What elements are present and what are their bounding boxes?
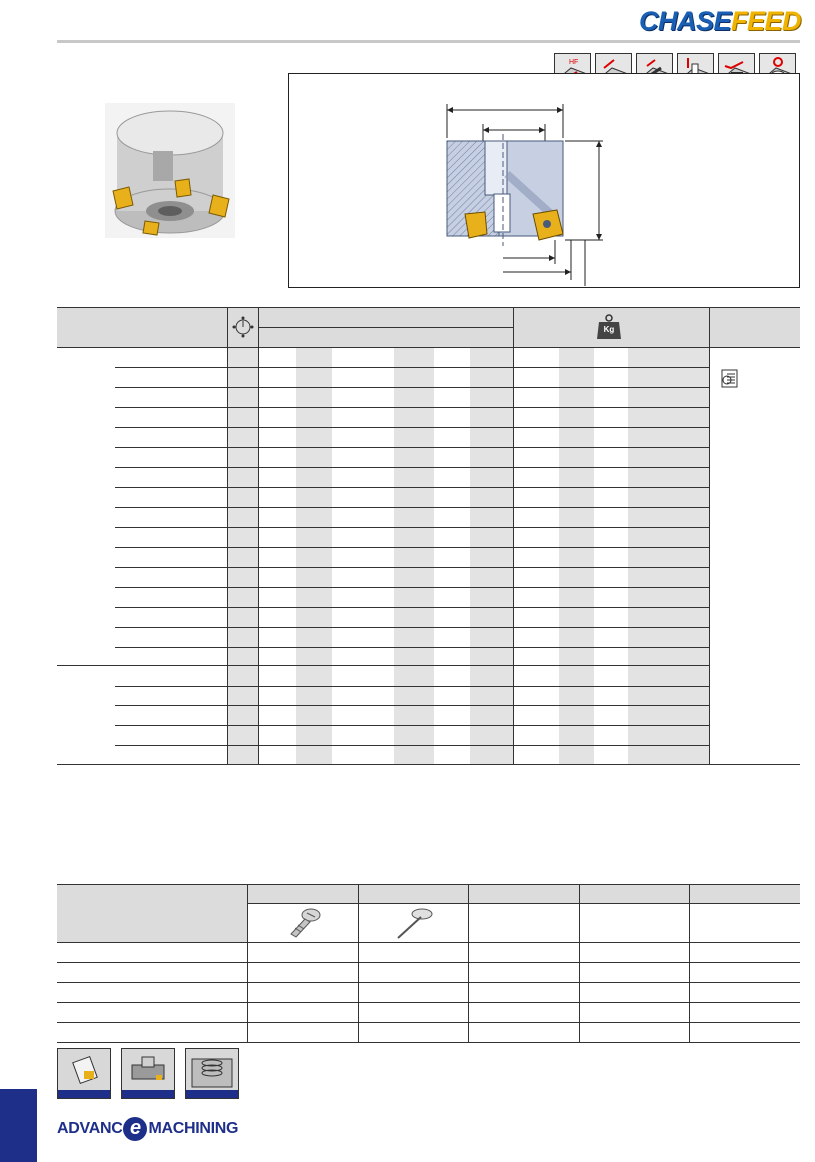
logo-e-circle: e (123, 1117, 147, 1141)
cutter-setup-icon (121, 1048, 175, 1099)
shade-column (394, 348, 434, 764)
rule-line (689, 885, 690, 1042)
table-row-line (115, 407, 710, 408)
icon-bar (122, 1090, 174, 1098)
rule-line (513, 308, 514, 348)
hf-label: HF (569, 59, 579, 66)
spring-chip-icon (185, 1048, 239, 1099)
rule-line (247, 885, 248, 1042)
rule-line (579, 885, 580, 1042)
rule-line (57, 307, 800, 308)
table-row-line (115, 547, 710, 548)
shade-column (228, 348, 258, 764)
table-row-line (115, 607, 710, 608)
technical-drawing-frame (288, 73, 800, 288)
table-row-line (115, 447, 710, 448)
logo-part-chase: CHASE (638, 6, 731, 36)
icon-bar (186, 1090, 238, 1098)
rule-line (513, 348, 514, 764)
icon-row (247, 904, 800, 942)
group-divider (57, 665, 710, 666)
table-row-line (115, 686, 710, 687)
logo-text-pre: ADVANC (57, 1120, 123, 1138)
screw-icon (283, 906, 323, 940)
table-row-line (115, 745, 710, 746)
key-icon (392, 906, 436, 940)
weight-kg-icon (596, 314, 622, 340)
advance-machining-logo (57, 1117, 238, 1141)
header-rule (57, 40, 800, 43)
rule-line (227, 308, 228, 348)
rule-line (468, 885, 469, 1042)
rule-line (258, 327, 513, 328)
table-row-line (115, 567, 710, 568)
cutter-cross-section-drawing (289, 74, 799, 287)
rule-line (227, 348, 228, 764)
rule-line (709, 308, 710, 348)
cutter-product-photo (105, 103, 235, 238)
table-row-line (115, 705, 710, 706)
rule-line (57, 1042, 800, 1043)
table-row-line (115, 507, 710, 508)
table-row-line (115, 487, 710, 488)
rule-line (258, 348, 259, 764)
table-row-line (115, 647, 710, 648)
table-row-line (115, 367, 710, 368)
icon-bar (58, 1090, 110, 1098)
logo-part-feed: FEED (730, 6, 801, 36)
weight-unit-label: Kg (603, 325, 615, 334)
rule-line (358, 885, 359, 1042)
shade-column (296, 348, 332, 764)
main-table-header (57, 308, 800, 348)
table-row-line (115, 387, 710, 388)
rule-line (709, 348, 710, 764)
rule-line (247, 903, 800, 904)
table-row-line (115, 587, 710, 588)
rule-line (258, 308, 259, 348)
table-row-line (115, 627, 710, 628)
rule-line (57, 764, 800, 765)
shade-column (470, 348, 513, 764)
table-row-line (115, 725, 710, 726)
teeth-count-icon (232, 316, 254, 338)
insert-selection-icon (57, 1048, 111, 1099)
page-side-tab (0, 1089, 37, 1162)
chasefeed-logo (639, 6, 801, 36)
logo-text-post: MACHINING (148, 1120, 239, 1138)
shade-column (628, 348, 709, 764)
table-row-line (115, 427, 710, 428)
document-ref-icon (721, 369, 743, 389)
shade-column (559, 348, 594, 764)
table-row-line (115, 467, 710, 468)
table-row-line (115, 527, 710, 528)
